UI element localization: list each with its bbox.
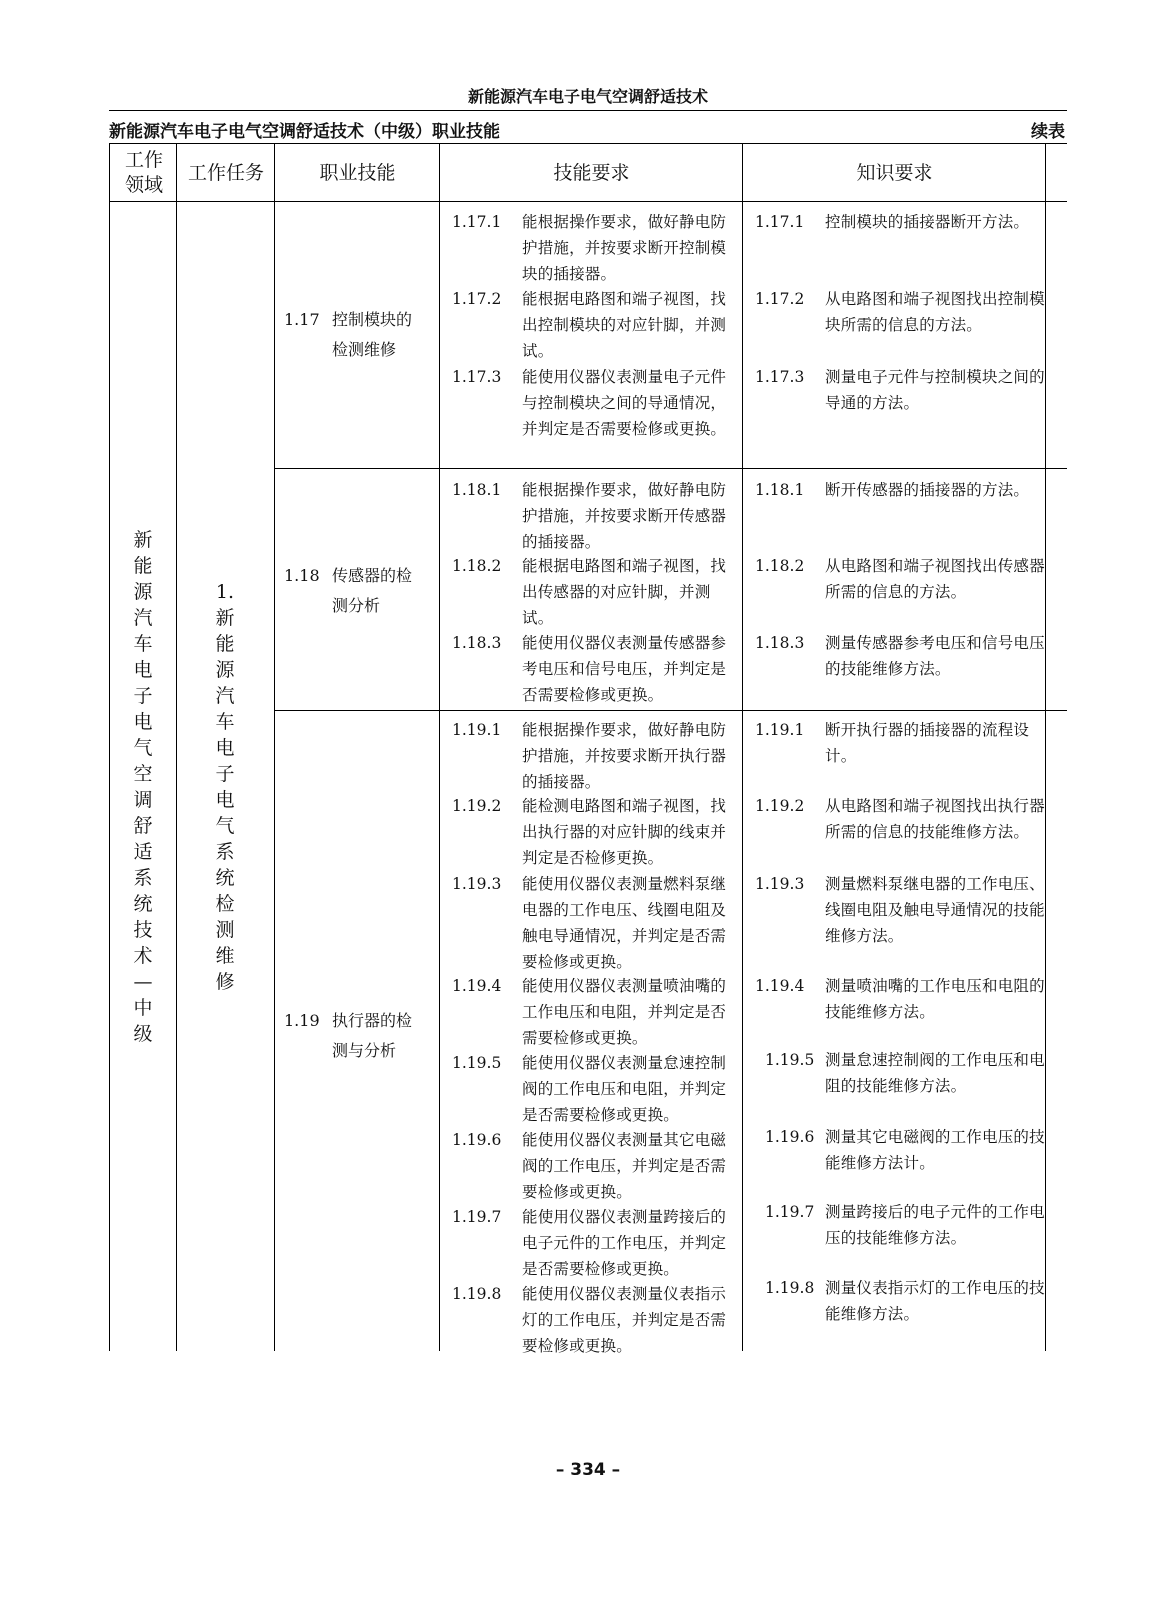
running-header: 新能源汽车电子电气空调舒适技术 — [467, 87, 708, 106]
requirement-number: 1.19.8 — [452, 1285, 502, 1303]
requirement-number: 1.18.2 — [452, 557, 502, 575]
requirement-number: 1.17.3 — [452, 368, 502, 386]
header-knowledge-requirements — [744, 145, 1045, 201]
requirement-text: 能检测电路图和端子视图，找出执行器的对应针脚的线束并判定是否检修更换。 — [522, 797, 727, 867]
knowledge-text: 测量其它电磁阀的工作电压的技能维修方法计。 — [825, 1128, 1045, 1172]
requirement-number: 1.19.3 — [452, 875, 502, 893]
requirement-number: 1.19.6 — [452, 1131, 502, 1149]
knowledge-text: 断开传感器的插接器的方法。 — [825, 481, 1030, 499]
header-knowledge-requirements-label: 知识要求 — [856, 161, 933, 184]
table-right-border — [1045, 143, 1046, 1351]
requirement-number: 1.17.2 — [452, 290, 502, 308]
work-task-cell: 1.新能源汽车电子电气系统检测维修 — [215, 581, 235, 993]
skill-1-19 — [284, 1006, 426, 1066]
requirement-text: 能使用仪器仪表测量传感器参考电压和信号电压，并判定是否需要检修或更换。 — [522, 634, 727, 704]
knowledge-text: 测量怠速控制阀的工作电压和电阻的技能维修方法。 — [825, 1051, 1045, 1095]
requirement-number: 1.17.1 — [452, 213, 502, 231]
skill-number: 1.17 — [284, 310, 320, 329]
requirement-number: 1.18.3 — [452, 634, 502, 652]
header-skill-requirements — [441, 145, 742, 201]
continued-label: 续表 — [1031, 122, 1065, 142]
requirement-text: 能根据操作要求，做好静电防护措施，并按要求断开执行器的插接器。 — [522, 721, 727, 791]
requirement-text: 能根据电路图和端子视图，找出控制模块的对应针脚，并测试。 — [522, 290, 727, 360]
knowledge-number: 1.17.3 — [755, 368, 805, 386]
table-top-border — [109, 143, 1067, 144]
column-divider — [274, 143, 275, 1351]
knowledge-text: 控制模块的插接器断开方法。 — [825, 213, 1030, 231]
requirement-text: 能使用仪器仪表测量怠速控制阀的工作电压和电阻，并判定是否需要检修或更换。 — [522, 1054, 727, 1124]
knowledge-number: 1.19.5 — [765, 1051, 815, 1069]
header-work-domain-label: 工作领域 — [124, 149, 163, 196]
requirement-text: 能使用仪器仪表测量电子元件与控制模块之间的导通情况，并判定是否需要检修或更换。 — [522, 368, 727, 438]
requirement-number: 1.19.1 — [452, 721, 502, 739]
requirement-number: 1.19.4 — [452, 977, 502, 995]
page-number: – 334 – — [555, 1460, 621, 1480]
header-bottom-border — [109, 201, 1067, 202]
skill-number: 1.18 — [284, 566, 320, 585]
knowledge-text: 断开执行器的插接器的流程设计。 — [825, 721, 1030, 765]
column-divider — [439, 143, 440, 1351]
requirement-text: 能使用仪器仪表测量跨接后的电子元件的工作电压，并判定是否需要检修或更换。 — [522, 1208, 727, 1278]
knowledge-text: 测量传感器参考电压和信号电压的技能维修方法。 — [825, 634, 1045, 678]
skill-1-18 — [284, 561, 426, 621]
requirement-text: 能使用仪器仪表测量仪表指示灯的工作电压，并判定是否需要检修或更换。 — [522, 1285, 727, 1355]
requirement-number: 1.19.5 — [452, 1054, 502, 1072]
requirement-text: 能根据操作要求，做好静电防护措施，并按要求断开传感器的插接器。 — [522, 481, 727, 551]
row-divider — [274, 710, 1067, 711]
header-work-task — [178, 145, 274, 201]
header-skill-label: 职业技能 — [319, 161, 396, 184]
knowledge-text: 测量仪表指示灯的工作电压的技能维修方法。 — [825, 1279, 1045, 1323]
requirement-text: 能根据操作要求，做好静电防护措施，并按要求断开控制模块的插接器。 — [522, 213, 727, 283]
knowledge-number: 1.19.3 — [755, 875, 805, 893]
skill-number: 1.19 — [284, 1011, 320, 1030]
row-divider — [274, 468, 1067, 469]
knowledge-number: 1.18.2 — [755, 557, 805, 575]
header-skill-requirements-label: 技能要求 — [553, 161, 630, 184]
requirement-text: 能使用仪器仪表测量其它电磁阀的工作电压，并判定是否需要检修或更换。 — [522, 1131, 727, 1201]
work-domain-cell: 新能源汽车电子电气空调舒适系统技术—中级 — [133, 529, 153, 1045]
knowledge-number: 1.19.2 — [755, 797, 805, 815]
knowledge-text: 测量电子元件与控制模块之间的导通的方法。 — [825, 368, 1045, 412]
table-title: 新能源汽车电子电气空调舒适技术（中级）职业技能 — [109, 122, 500, 142]
knowledge-number: 1.19.1 — [755, 721, 805, 739]
knowledge-number: 1.18.1 — [755, 481, 805, 499]
header-work-domain — [113, 145, 175, 201]
column-divider — [176, 143, 177, 1351]
requirement-number: 1.19.7 — [452, 1208, 502, 1226]
knowledge-text: 从电路图和端子视图找出执行器所需的信息的技能维修方法。 — [825, 797, 1045, 841]
header-rule — [109, 110, 1067, 111]
column-divider — [742, 143, 743, 1351]
knowledge-text: 测量燃料泵继电器的工作电压、线圈电阻及触电导通情况的技能维修方法。 — [825, 875, 1045, 945]
knowledge-number: 1.19.7 — [765, 1203, 815, 1221]
skill-name: 执行器的检测与分析 — [332, 1011, 413, 1060]
skills-table — [109, 143, 1067, 1381]
knowledge-text: 从电路图和端子视图找出控制模块所需的信息的方法。 — [825, 290, 1045, 334]
knowledge-text: 从电路图和端子视图找出传感器所需的信息的方法。 — [825, 557, 1045, 601]
column-divider — [109, 143, 110, 1351]
knowledge-number: 1.19.6 — [765, 1128, 815, 1146]
knowledge-number: 1.17.1 — [755, 213, 805, 231]
header-skill — [276, 145, 439, 201]
header-work-task-label: 工作任务 — [187, 161, 264, 184]
knowledge-text: 测量跨接后的电子元件的工作电压的技能维修方法。 — [825, 1203, 1045, 1247]
knowledge-number: 1.19.8 — [765, 1279, 815, 1297]
requirement-number: 1.19.2 — [452, 797, 502, 815]
knowledge-text: 测量喷油嘴的工作电压和电阻的技能维修方法。 — [825, 977, 1045, 1021]
skill-name: 传感器的检测分析 — [332, 566, 413, 615]
requirement-text: 能使用仪器仪表测量喷油嘴的工作电压和电阻，并判定是否需要检修或更换。 — [522, 977, 727, 1047]
requirement-text: 能根据电路图和端子视图，找出传感器的对应针脚，并测试。 — [522, 557, 727, 627]
knowledge-number: 1.17.2 — [755, 290, 805, 308]
skill-name: 控制模块的检测维修 — [332, 310, 413, 359]
knowledge-number: 1.19.4 — [755, 977, 805, 995]
knowledge-number: 1.18.3 — [755, 634, 805, 652]
requirement-text: 能使用仪器仪表测量燃料泵继电器的工作电压、线圈电阻及触电导通情况，并判定是否需要检修或更换。 — [522, 875, 727, 971]
skill-1-17 — [284, 305, 426, 365]
requirement-number: 1.18.1 — [452, 481, 502, 499]
